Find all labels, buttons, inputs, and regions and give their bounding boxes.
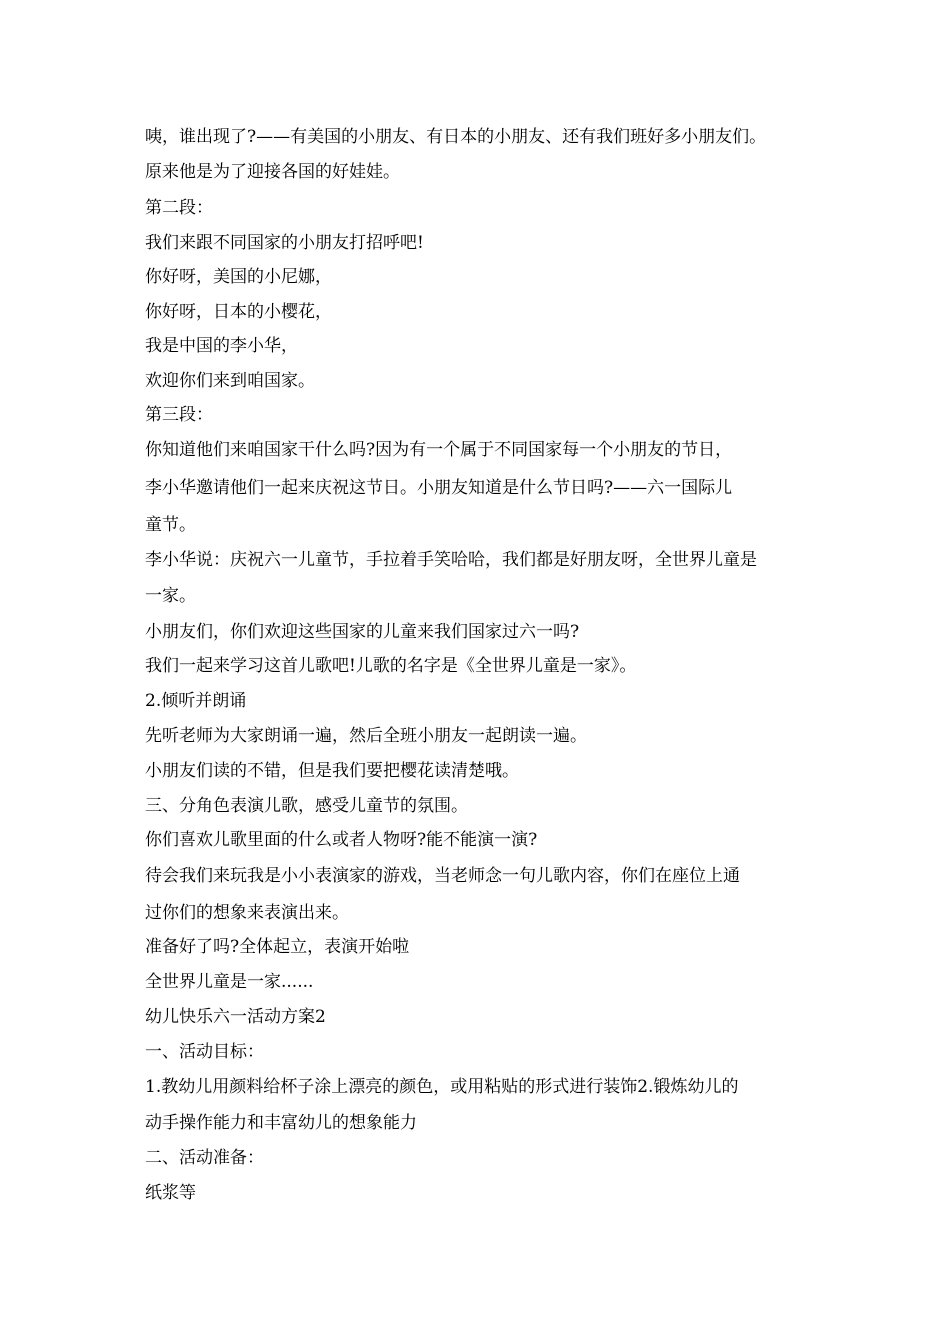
paragraph-line: 我们一起来学习这首儿歌吧!儿歌的名字是《全世界儿童是一家》。 [145, 656, 637, 676]
section-title: 幼儿快乐六一活动方案2 [145, 1007, 326, 1027]
paragraph-line: 全世界儿童是一家...... [145, 972, 314, 992]
section-heading: 二、活动准备： [145, 1148, 264, 1168]
paragraph-line: 你好呀，日本的小樱花， [145, 302, 332, 322]
paragraph-line: 一家。 [145, 586, 196, 606]
paragraph-line: 原来他是为了迎接各国的好娃娃。 [145, 162, 400, 182]
paragraph-line: 纸浆等 [145, 1183, 196, 1203]
paragraph-line: 动手操作能力和丰富幼儿的想象能力 [145, 1113, 417, 1133]
paragraph-line: 小朋友们，你们欢迎这些国家的儿童来我们国家过六一吗? [145, 622, 580, 642]
paragraph-line: 欢迎你们来到咱国家。 [145, 371, 315, 391]
paragraph-line: 你知道他们来咱国家干什么吗?因为有一个属于不同国家每一个小朋友的节日， [145, 440, 733, 460]
section-heading: 三、分角色表演儿歌，感受儿童节的氛围。 [145, 796, 468, 816]
section-heading: 2.倾听并朗诵 [145, 691, 247, 711]
paragraph-line: 李小华说：庆祝六一儿童节，手拉着手笑哈哈，我们都是好朋友呀，全世界儿童是 [145, 550, 757, 570]
paragraph-line: 童节。 [145, 515, 196, 535]
paragraph-line: 李小华邀请他们一起来庆祝这节日。小朋友知道是什么节日吗?——六一国际儿 [145, 478, 733, 498]
paragraph-line: 小朋友们读的不错，但是我们要把樱花读清楚哦。 [145, 761, 519, 781]
paragraph-line: 先听老师为大家朗诵一遍，然后全班小朋友一起朗读一遍。 [145, 726, 587, 746]
paragraph-line: 你好呀，美国的小尼娜， [145, 267, 332, 287]
paragraph-line: 1.教幼儿用颜料给杯子涂上漂亮的颜色，或用粘贴的形式进行装饰2.锻炼幼儿的 [145, 1077, 739, 1097]
section-heading: 第二段： [145, 198, 213, 218]
section-heading: 第三段： [145, 405, 213, 425]
paragraph-line: 待会我们来玩我是小小表演家的游戏，当老师念一句儿歌内容，你们在座位上通 [145, 866, 740, 886]
section-heading: 一、活动目标： [145, 1042, 264, 1062]
paragraph-line: 咦，谁出现了?——有美国的小朋友、有日本的小朋友、还有我们班好多小朋友们。 [145, 127, 767, 147]
paragraph-line: 你们喜欢儿歌里面的什么或者人物呀?能不能演一演? [145, 830, 538, 850]
paragraph-line: 我是中国的李小华， [145, 336, 298, 356]
paragraph-line: 我们来跟不同国家的小朋友打招呼吧! [145, 233, 424, 253]
paragraph-line: 准备好了吗?全体起立，表演开始啦 [145, 937, 410, 957]
paragraph-line: 过你们的想象来表演出来。 [145, 903, 349, 923]
